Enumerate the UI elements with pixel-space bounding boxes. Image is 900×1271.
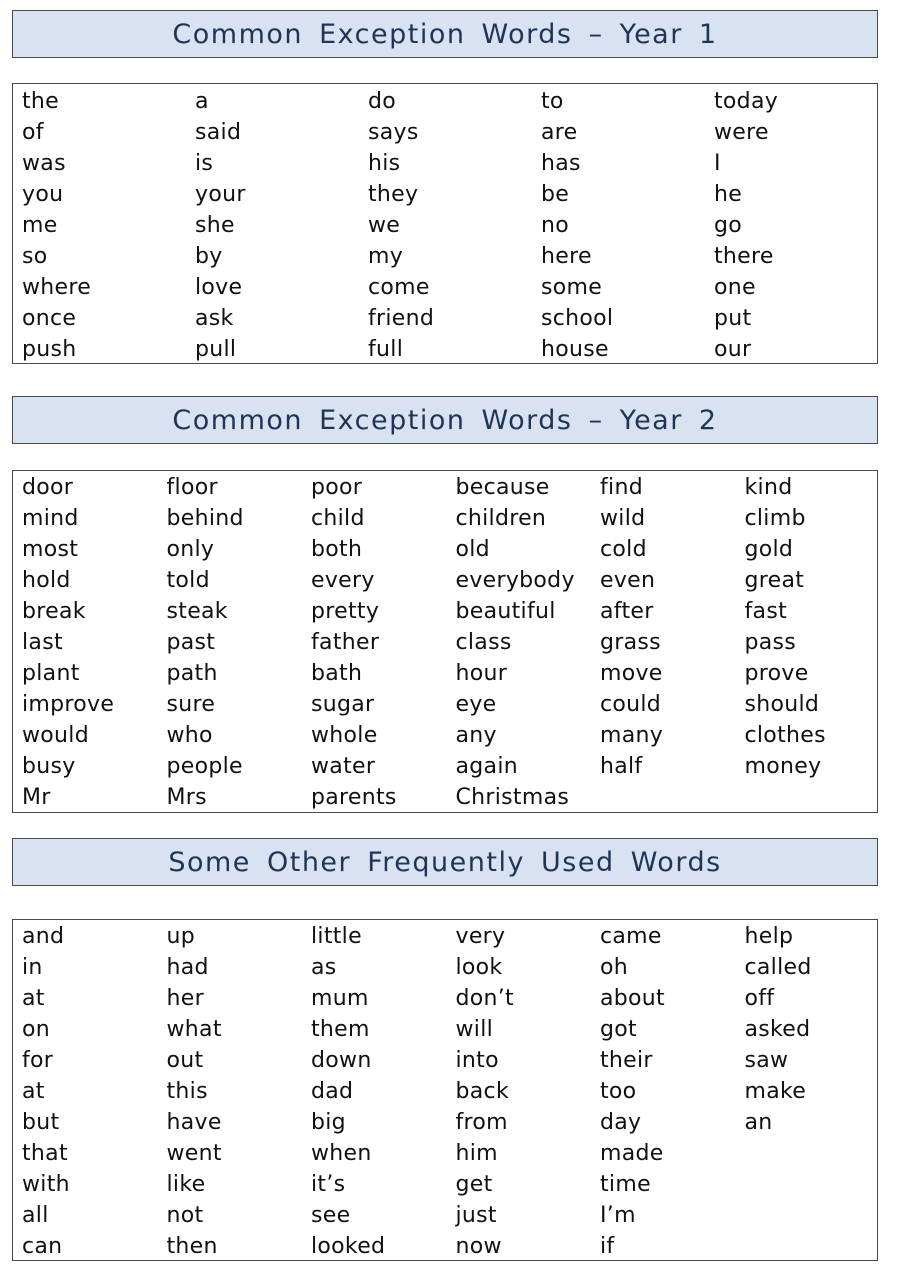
word-cell: today — [714, 89, 779, 114]
word-cell: don’t — [455, 986, 514, 1011]
word-cell: busy — [22, 754, 76, 779]
word-cell: like — [166, 1172, 206, 1197]
word-cell: from — [455, 1110, 508, 1135]
word-cell: that — [22, 1141, 68, 1166]
word-cell: full — [368, 337, 404, 362]
word-cell: go — [714, 213, 743, 238]
word-cell: then — [166, 1234, 218, 1259]
word-cell: many — [600, 723, 664, 748]
word-cell: there — [714, 244, 774, 269]
word-cell: eye — [455, 692, 497, 717]
word-cell: fast — [744, 599, 788, 624]
word-cell: your — [195, 182, 246, 207]
word-cell: last — [22, 630, 63, 655]
word-cell: grass — [600, 630, 661, 655]
word-cell: says — [368, 120, 419, 145]
word-cell: for — [22, 1048, 54, 1073]
word-cell: cold — [600, 537, 647, 562]
word-cell: hold — [22, 568, 71, 593]
word-cell: mum — [311, 986, 369, 1011]
year2-title-banner — [12, 396, 878, 444]
word-cell: to — [541, 89, 564, 114]
word-cell: his — [368, 151, 401, 176]
word-cell: any — [455, 723, 497, 748]
word-cell: all — [22, 1203, 49, 1228]
word-cell: had — [166, 955, 209, 980]
word-cell — [600, 782, 745, 813]
word-cell: floor — [166, 475, 218, 500]
word-cell: this — [166, 1079, 208, 1104]
word-cell: come — [368, 275, 430, 300]
word-cell: behind — [166, 506, 244, 531]
word-cell: were — [714, 120, 769, 145]
word-cell: with — [22, 1172, 70, 1197]
word-cell: came — [600, 924, 662, 949]
word-cell: hour — [455, 661, 508, 686]
word-cell: most — [22, 537, 79, 562]
word-cell: mind — [22, 506, 79, 531]
word-cell: after — [600, 599, 654, 624]
word-cell: can — [22, 1234, 63, 1259]
word-cell: be — [541, 182, 570, 207]
year1-title-banner — [12, 10, 878, 58]
word-cell: just — [455, 1203, 497, 1228]
word-cell: in — [22, 955, 43, 980]
word-cell: at — [22, 986, 45, 1011]
word-cell: oh — [600, 955, 629, 980]
word-cell: one — [714, 275, 756, 300]
year2-word-grid — [22, 472, 877, 813]
word-cell: will — [455, 1017, 494, 1042]
word-cell: push — [22, 337, 77, 362]
word-cell: people — [166, 754, 243, 779]
other-words-grid — [22, 921, 877, 1262]
word-cell: up — [166, 924, 196, 949]
word-cell: Christmas — [455, 785, 570, 810]
word-cell: everybody — [455, 568, 575, 593]
word-cell: sure — [166, 692, 216, 717]
word-cell: where — [22, 275, 92, 300]
word-cell: gold — [744, 537, 794, 562]
word-cell: I — [714, 151, 721, 176]
word-cell: child — [311, 506, 365, 531]
word-cell: back — [455, 1079, 509, 1104]
word-cell: we — [368, 213, 401, 238]
word-cell: love — [195, 275, 243, 300]
word-cell: kind — [744, 475, 793, 500]
word-cell: find — [600, 475, 643, 500]
word-cell: water — [311, 754, 376, 779]
word-cell: sugar — [311, 692, 375, 717]
word-cell: clothes — [744, 723, 826, 748]
word-cell: out — [166, 1048, 204, 1073]
word-cell: ask — [195, 306, 234, 331]
year2-title: Common Exception Words – Year 2 — [172, 404, 718, 436]
word-cell: it’s — [311, 1172, 346, 1197]
word-cell: make — [744, 1079, 807, 1104]
word-cell: as — [311, 955, 337, 980]
word-cell: me — [22, 213, 58, 238]
word-cell: him — [455, 1141, 498, 1166]
word-cell: steak — [166, 599, 228, 624]
word-cell: move — [600, 661, 663, 686]
word-cell: called — [744, 955, 812, 980]
word-cell: school — [541, 306, 614, 331]
word-cell: every — [311, 568, 375, 593]
word-cell: at — [22, 1079, 45, 1104]
word-cell: beautiful — [455, 599, 556, 624]
year1-title: Common Exception Words – Year 1 — [172, 18, 718, 50]
word-cell: what — [166, 1017, 222, 1042]
word-cell: could — [600, 692, 662, 717]
word-cell: parents — [311, 785, 397, 810]
other-words-title-banner — [12, 838, 878, 886]
word-cell: Mrs — [166, 785, 207, 810]
word-cell: told — [166, 568, 210, 593]
word-cell: said — [195, 120, 242, 145]
other-words-box — [12, 919, 878, 1261]
word-cell: very — [455, 924, 506, 949]
word-cell: some — [541, 275, 603, 300]
word-cell: see — [311, 1203, 351, 1228]
word-cell: once — [22, 306, 77, 331]
word-cell: prove — [744, 661, 809, 686]
word-cell: money — [744, 754, 822, 779]
word-cell: children — [455, 506, 547, 531]
word-cell: poor — [311, 475, 363, 500]
word-cell: Mr — [22, 785, 51, 810]
word-cell: little — [311, 924, 362, 949]
word-cell: whole — [311, 723, 378, 748]
word-cell: friend — [368, 306, 435, 331]
word-cell: you — [22, 182, 64, 207]
word-cell: but — [22, 1110, 60, 1135]
word-cell: again — [455, 754, 518, 779]
word-cell: pretty — [311, 599, 380, 624]
word-cell: of — [22, 120, 44, 145]
word-cell: pull — [195, 337, 237, 362]
word-cell: door — [22, 475, 74, 500]
word-cell: even — [600, 568, 656, 593]
word-cell: break — [22, 599, 86, 624]
word-cell: pass — [744, 630, 797, 655]
word-cell — [745, 1169, 890, 1200]
word-cell — [745, 1138, 890, 1169]
word-cell: only — [166, 537, 215, 562]
word-cell: now — [455, 1234, 502, 1259]
word-cell: who — [166, 723, 213, 748]
word-cell: into — [455, 1048, 499, 1073]
word-cell: is — [195, 151, 214, 176]
word-cell: here — [541, 244, 592, 269]
word-cell: help — [744, 924, 794, 949]
word-cell: she — [195, 213, 235, 238]
word-cell: old — [455, 537, 490, 562]
word-cell: her — [166, 986, 204, 1011]
word-cell: past — [166, 630, 216, 655]
word-cell: bath — [311, 661, 363, 686]
word-cell: get — [455, 1172, 493, 1197]
word-cell: too — [600, 1079, 637, 1104]
word-cell: have — [166, 1110, 222, 1135]
word-cell: dad — [311, 1079, 354, 1104]
word-cell: off — [744, 986, 775, 1011]
word-cell: was — [22, 151, 66, 176]
word-cell: their — [600, 1048, 653, 1073]
word-cell: do — [368, 89, 397, 114]
word-cell: he — [714, 182, 743, 207]
word-cell: an — [744, 1110, 773, 1135]
year2-word-box — [12, 470, 878, 813]
word-cell: house — [541, 337, 609, 362]
word-cell: asked — [744, 1017, 811, 1042]
word-cell: made — [600, 1141, 664, 1166]
word-cell: looked — [311, 1234, 386, 1259]
word-cell: look — [455, 955, 503, 980]
word-cell: put — [714, 306, 752, 331]
word-cell: father — [311, 630, 380, 655]
year1-word-box — [12, 83, 878, 364]
word-cell: no — [541, 213, 570, 238]
word-cell: should — [744, 692, 820, 717]
word-cell: because — [455, 475, 550, 500]
word-cell: big — [311, 1110, 346, 1135]
word-cell: by — [195, 244, 223, 269]
word-cell: I’m — [600, 1203, 636, 1228]
word-cell: day — [600, 1110, 642, 1135]
word-cell: time — [600, 1172, 651, 1197]
word-cell: great — [744, 568, 805, 593]
word-cell: got — [600, 1017, 637, 1042]
word-cell: half — [600, 754, 643, 779]
word-cell: has — [541, 151, 581, 176]
word-cell — [745, 1231, 890, 1262]
word-cell: both — [311, 537, 363, 562]
word-cell: class — [455, 630, 512, 655]
word-cell — [745, 1200, 890, 1231]
word-cell: if — [600, 1234, 615, 1259]
word-cell: on — [22, 1017, 51, 1042]
word-cell: not — [166, 1203, 204, 1228]
word-cell: wild — [600, 506, 646, 531]
word-cell: so — [22, 244, 48, 269]
word-cell: a — [195, 89, 209, 114]
word-cell: saw — [744, 1048, 789, 1073]
word-cell: them — [311, 1017, 370, 1042]
word-cell: they — [368, 182, 419, 207]
word-cell: plant — [22, 661, 80, 686]
word-cell: when — [311, 1141, 372, 1166]
word-cell — [745, 782, 890, 813]
word-cell: improve — [22, 692, 115, 717]
word-cell: my — [368, 244, 404, 269]
word-cell: and — [22, 924, 65, 949]
word-cell: our — [714, 337, 752, 362]
word-cell: down — [311, 1048, 372, 1073]
other-words-title: Some Other Frequently Used Words — [168, 846, 722, 878]
word-cell: are — [541, 120, 578, 145]
word-cell: went — [166, 1141, 222, 1166]
word-cell: about — [600, 986, 665, 1011]
year1-word-grid — [22, 86, 877, 365]
word-cell: climb — [744, 506, 806, 531]
word-cell: would — [22, 723, 89, 748]
word-cell: the — [22, 89, 60, 114]
word-cell: path — [166, 661, 218, 686]
